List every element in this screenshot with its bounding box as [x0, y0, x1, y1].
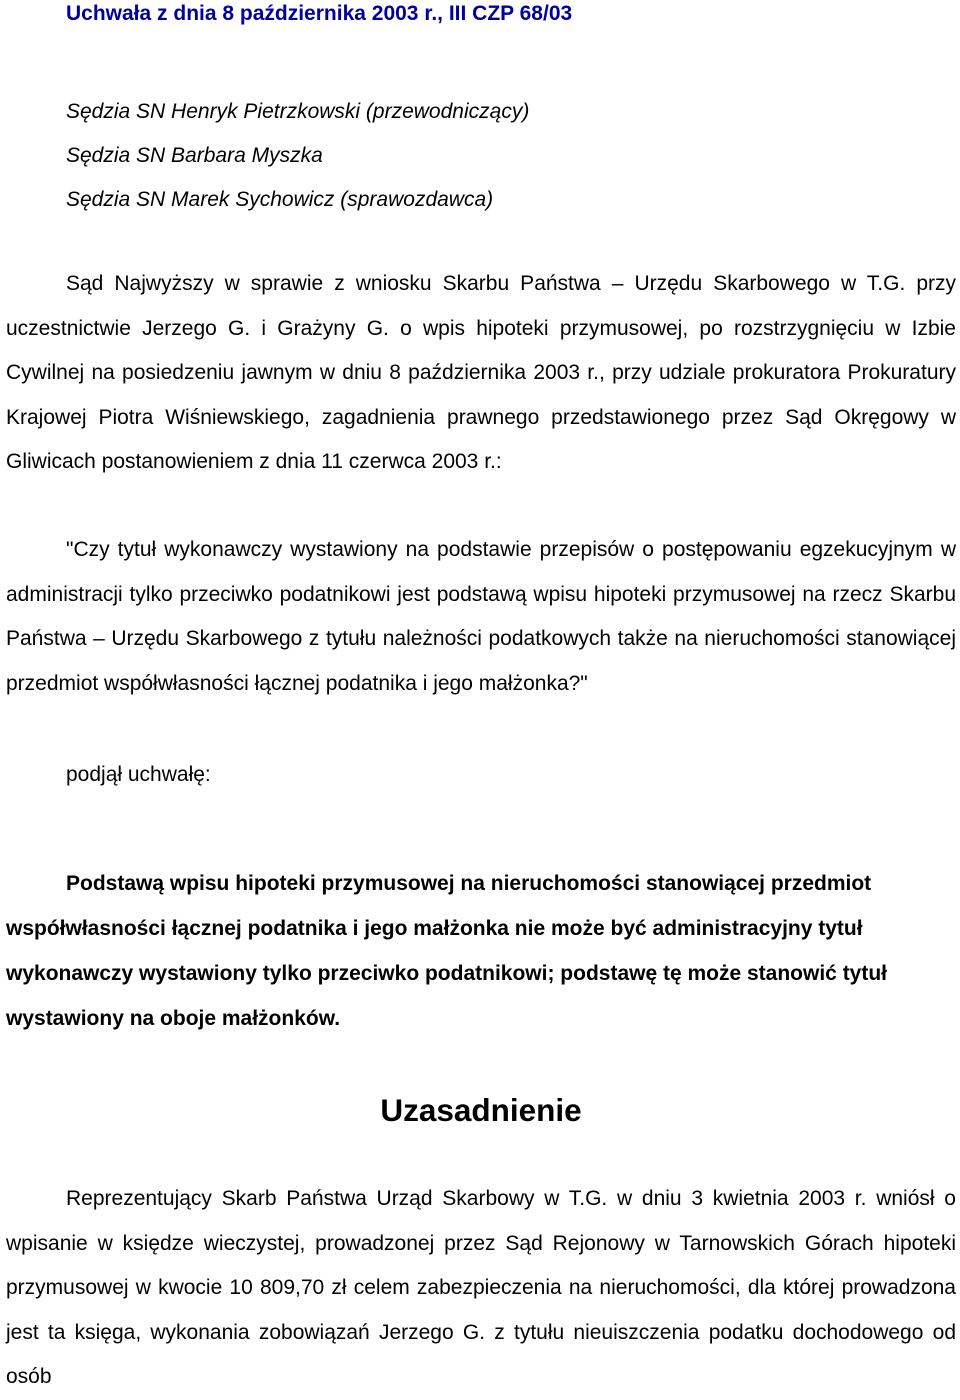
legal-question: "Czy tytuł wykonawczy wystawiony na podstawie przepisów o postępowaniu egzekucyjnym w administracji tylko przeciwko podatnikowi jest podstawą wpisu hipoteki przymusowej na rzecz Skarbu Państwa – Urzędu Skarbowego z tytułu należności podatkowych także na nieruchomości stanowiącej przedmiot współwłasności łącznej podatnika i jego małżonka?"	[6, 538, 956, 695]
justification-paragraph: Reprezentujący Skarb Państwa Urząd Skarbowy w T.G. w dniu 3 kwietnia 2003 r. wniósł o wpisanie w księdze wieczystej, prowadzonej przez Sąd Rejonowy w Tarnowskich Górach hipoteki przymusowej w kwocie 10 809,70 zł celem zabezpieczenia na nieruchomości, dla której prowadzona jest ta księga, wykonania zobowiązań Jerzego G. z tytułu nieuiszczenia podatku dochodowego od osób	[6, 1187, 956, 1388]
resolution-statement: podjął uchwałę:	[66, 763, 211, 786]
resolution-thesis: Podstawą wpisu hipoteki przymusowej na nieruchomości stanowiącej przedmiot współwłasności łącznej podatnika i jego małżonka nie może być administracyjny tytuł wykonawczy wystawiony tylko przeciwko podatnikowi; podstawę tę może stanowić tytuł wystawiony na oboje małżonków.	[6, 872, 888, 1030]
document-title: Uchwała z dnia 8 października 2003 r., III CZP 68/03	[66, 2, 573, 25]
judge-presiding: Sędzia SN Henryk Pietrzkowski (przewodniczący)	[66, 100, 530, 123]
justification-heading: Uzasadnienie	[380, 1092, 582, 1128]
judge-member: Sędzia SN Barbara Myszka	[66, 144, 323, 167]
intro-paragraph: Sąd Najwyższy w sprawie z wniosku Skarbu Państwa – Urzędu Skarbowego w T.G. przy uczestnictwie Jerzego G. i Grażyny G. o wpis hipoteki przymusowej, po rozstrzygnięciu w Izbie Cywilnej na posiedzeniu jawnym w dniu 8 października 2003 r., przy udziale prokuratora Prokuratury Krajowej Piotra Wiśniewskiego, zagadnienia prawnego przedstawionego przez Sąd Okręgowy w Gliwicach postanowieniem z dnia 11 czerwca 2003 r.:	[6, 272, 956, 473]
judge-rapporteur: Sędzia SN Marek Sychowicz (sprawozdawca)	[66, 188, 494, 211]
judges-list	[66, 90, 946, 222]
